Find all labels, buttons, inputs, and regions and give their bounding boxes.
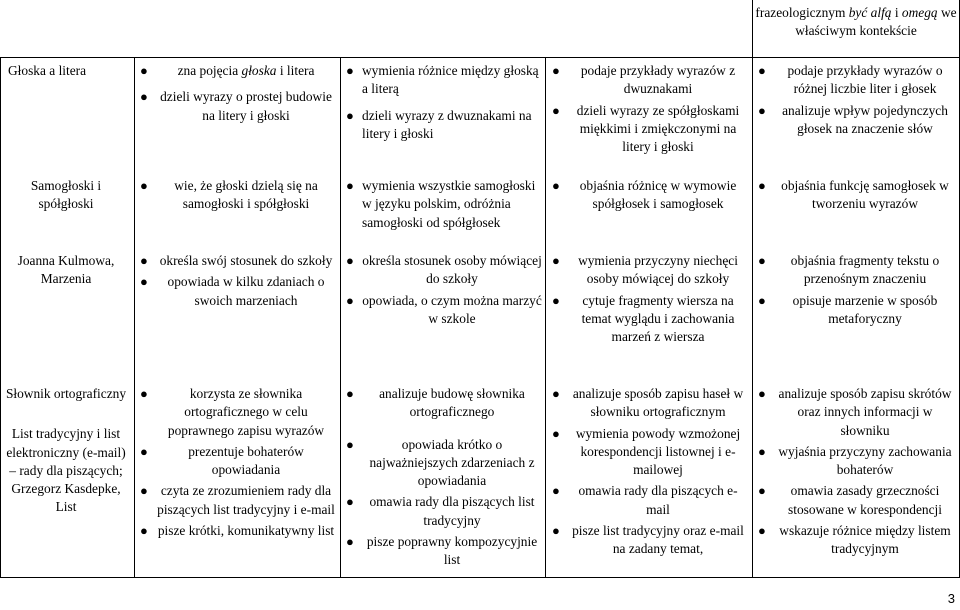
bullet-icon: ● <box>140 386 148 401</box>
requirements-cell <box>344 177 542 240</box>
bullet-icon: ● <box>552 292 560 308</box>
topic-cell: Głoska a litera <box>8 63 87 78</box>
bullet-icon: ● <box>140 89 148 105</box>
column-divider <box>340 57 341 578</box>
bullet-icon: ● <box>758 253 766 268</box>
requirements-cell <box>756 252 956 336</box>
requirements-cell <box>550 177 748 222</box>
bullet-icon: ● <box>758 386 766 401</box>
bullet-icon: ● <box>758 443 766 459</box>
list-item: ● wyjaśnia przyczyny zachowania bohaterów <box>758 443 952 478</box>
list-item: ● wymienia powody wzmożonej korespondencji listownej i e-mailowej <box>552 425 741 478</box>
list-item: ● objaśnia fragmenty tekstu o przenośnym znaczeniu <box>758 253 940 287</box>
list-item: ● czyta ze zrozumieniem rady dla piszących list tradycyjny i e-mail <box>140 483 335 517</box>
list-item: ● określa swój stosunek do szkoły <box>138 252 336 270</box>
list-item: ● analizuje sposób zapisu skrótów oraz innych informacji w słowniku <box>758 386 952 438</box>
bullet-icon: ● <box>552 253 560 268</box>
list-item: ● korzysta ze słownika ortograficznego w celu poprawnego zapisu wyrazów <box>140 386 325 438</box>
table-border-left <box>0 57 1 578</box>
requirements-cell <box>138 385 336 548</box>
requirements-cell <box>756 62 956 146</box>
table-border-top <box>0 57 960 58</box>
list-item: ● wie, że głoski dzielą się na samogłoski i spółgłoski <box>140 178 318 212</box>
continuation-text: frazeologicznym być alfą i omegą we właściwym kontekście <box>755 5 957 39</box>
topic-cell: Słownik ortograficzny List tradycyjny i list elektroniczny (e-mail) – rady dla piszących; Grzegorz Kasdepke, List <box>5 386 127 515</box>
list-item: ● dzieli wyrazy o prostej budowie na litery i głoski <box>140 89 332 123</box>
bullet-icon: ● <box>552 102 560 118</box>
bullet-icon: ● <box>552 425 560 441</box>
bullet-icon: ● <box>346 292 354 308</box>
list-item: ● pisze list tradycyjny oraz e-mail na zadany temat, <box>552 523 744 557</box>
topic-cell: Joanna Kulmowa, Marzenia <box>17 253 115 287</box>
list-item: ● prezentuje bohaterów opowiadania <box>140 443 304 478</box>
bullet-icon: ● <box>140 253 148 268</box>
bullet-icon: ● <box>140 63 148 78</box>
requirements-cell <box>138 62 336 133</box>
bullet-icon: ● <box>346 386 354 401</box>
requirements-cell <box>550 252 748 354</box>
list-item: ● analizuje wpływ pojedynczych głosek na znaczenie słów <box>758 102 948 136</box>
requirements-cell <box>344 62 542 151</box>
bullet-icon: ● <box>552 63 560 78</box>
requirements-cell <box>550 385 748 567</box>
bullet-icon: ● <box>758 523 766 539</box>
topic-cell: Samogłoski i spółgłoski <box>30 178 102 212</box>
bullet-icon: ● <box>758 178 766 193</box>
list-item: ● omawia zasady grzeczności stosowane w korespondencji <box>758 483 942 517</box>
list-item: ● określa stosunek osoby mówiącej do szkoły <box>346 253 542 287</box>
bullet-icon: ● <box>346 534 354 550</box>
requirements-cell <box>138 252 336 318</box>
list-item: ● wymienia wszystkie samogłoski w języku polskim, odróżnia samogłoski od spółgłosek <box>346 178 536 230</box>
list-item: ● dzieli wyrazy ze spółgłoskami miękkimi i zmiękczonymi na litery i głoski <box>552 102 740 155</box>
column-divider <box>134 57 135 578</box>
list-item: ● cytuje fragmenty wiersza na temat wyglądu i zachowania marzeń z wiersza <box>552 292 735 345</box>
bullet-icon: ● <box>346 63 354 78</box>
bullet-icon: ● <box>758 483 766 499</box>
bullet-icon: ● <box>140 178 148 193</box>
bullet-icon: ● <box>346 107 354 123</box>
requirements-cell <box>756 385 956 567</box>
list-item: ● zna pojęcia głoska i litera <box>138 62 336 80</box>
bullet-icon: ● <box>346 178 354 193</box>
bullet-icon: ● <box>140 483 148 499</box>
requirements-cell <box>756 177 956 222</box>
bullet-icon: ● <box>552 178 560 193</box>
list-item: ● omawia rady dla piszących e-mail <box>552 483 738 517</box>
requirements-cell <box>344 385 542 578</box>
list-item: ● podaje przykłady wyrazów z dwuznakami <box>552 63 736 97</box>
list-item: ● pisze krótki, komunikatywny list <box>138 522 336 540</box>
list-item: ● opowiada, o czym można marzyć w szkole <box>346 292 542 326</box>
list-item: ● dzieli wyrazy z dwuznakami na litery i głoski <box>346 107 532 141</box>
list-item: ● objaśnia różnicę w wymowie spółgłosek i samogłosek <box>552 178 737 212</box>
requirements-cell <box>344 252 542 336</box>
requirements-cell <box>550 62 748 164</box>
bullet-icon: ● <box>758 102 766 118</box>
bullet-icon: ● <box>346 436 354 452</box>
list-item: ● omawia rady dla piszących list tradycyjny <box>346 494 535 528</box>
bullet-icon: ● <box>552 386 560 401</box>
list-item: ● pisze poprawny kompozycyjnie list <box>346 534 538 568</box>
page-number: 3 <box>947 591 955 606</box>
list-item: ● wymienia przyczyny niechęci osoby mówiącej do szkoły <box>552 253 738 287</box>
bullet-icon: ● <box>140 443 148 459</box>
list-item: ● opowiada krótko o najważniejszych zdarzeniach z opowiadania <box>346 436 535 489</box>
bullet-icon: ● <box>552 483 560 499</box>
bullet-icon: ● <box>758 63 766 78</box>
list-item: ● podaje przykłady wyrazów o różnej liczbie liter i głosek <box>758 63 943 97</box>
bullet-icon: ● <box>346 253 354 268</box>
list-item: ● analizuje budowę słownika ortograficznego <box>346 386 525 420</box>
term-litera: litera <box>286 63 315 78</box>
bullet-icon: ● <box>346 494 354 510</box>
list-item: ● wskazuje różnice między listem tradycyjnym <box>758 523 951 557</box>
bullet-icon: ● <box>140 274 148 290</box>
list-item: ● opisuje marzenie w sposób metaforyczny <box>758 292 938 326</box>
column-divider <box>752 0 753 578</box>
list-item: ● opowiada w kilku zdaniach o swoich marzeniach <box>140 274 325 308</box>
requirements-cell <box>138 177 336 222</box>
bullet-icon: ● <box>552 523 560 539</box>
bullet-icon: ● <box>140 523 148 539</box>
list-item: ● wymienia różnice między głoską a literą <box>346 63 539 97</box>
bullet-icon: ● <box>758 292 766 308</box>
list-item: ● objaśnia funkcję samogłosek w tworzeniu wyrazów <box>758 178 949 212</box>
column-divider <box>545 57 546 578</box>
list-item: ● analizuje sposób zapisu haseł w słowniku ortograficznym <box>552 386 744 420</box>
